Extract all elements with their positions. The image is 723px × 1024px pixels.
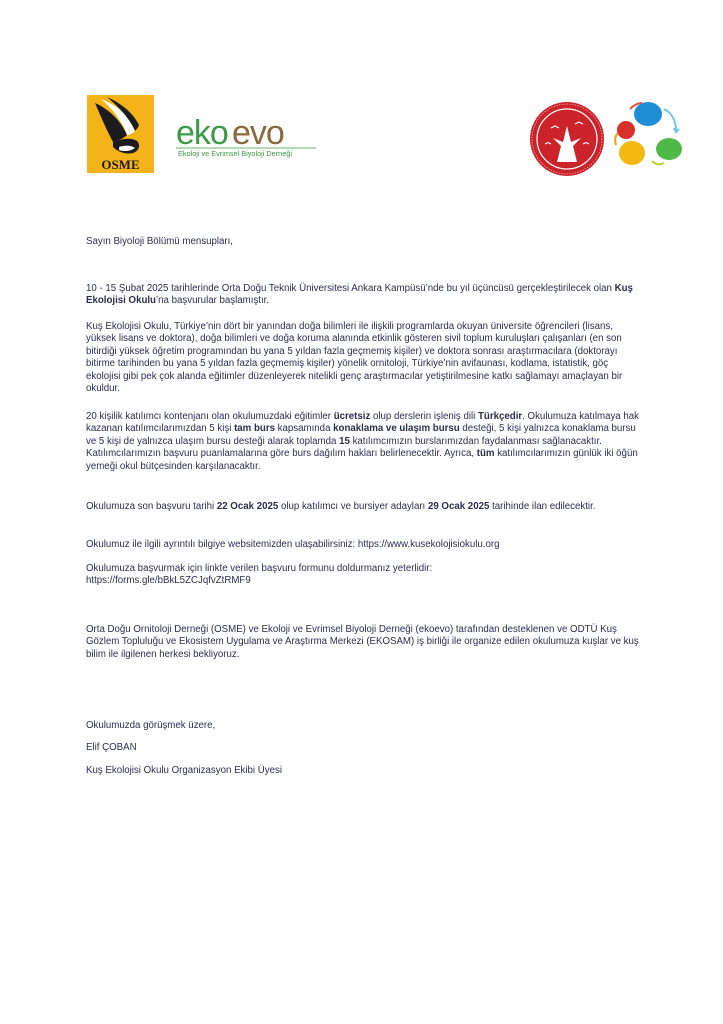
p4-text-a: Okulumuza son başvuru tarihi	[86, 501, 217, 512]
osme-logo	[87, 95, 154, 173]
paragraph-partners-text: Orta Doğu Ornitoloji Derneği (OSME) ve Ekoloji ve Evrimsel Biyoloji Derneği (ekoevo) tarafından desteklenen ve ODTÜ Kuş Gözlem Topluluğu ve Ekosistem Uygulama ve Araştırma Merkezi (EKOSAM) iş birliği ile organize edilen okulumuza kuşlar ve kuş bilim ile ilgilenen herkesi bekliyoruz.	[86, 624, 639, 660]
ekoevo-wordmark-icon	[172, 104, 322, 160]
signer-title: Kuş Ekolojisi Okulu Organizasyon Ekibi Üyesi	[86, 764, 282, 776]
paragraph-description	[86, 321, 641, 395]
p4-text-c: olup katılımcı ve bursiyer adayları	[278, 501, 428, 512]
ekoevo-logo	[172, 104, 322, 160]
website-link-text[interactable]: Okulumuz ile ilgili ayrıntılı bilgiye websitemizden ulaşabilirsiniz: https://www.kusekolojisiokulu.org	[86, 539, 500, 550]
odtu-kus-gozlem-seal-logo	[527, 100, 607, 178]
p3-text-g: kapsamında	[274, 423, 334, 435]
p1-text-a: 10 - 15 Şubat 2025 tarihlerinde Orta Doğu Teknik Üniversitesi Ankara Kampüsü’nde bu yıl üçüncüsü gerçekleştirilecek olan	[86, 283, 615, 294]
signer-name: Elif ÇOBAN	[86, 742, 137, 754]
ekoevo-logo-evo: evo	[232, 114, 284, 152]
p3-full-scholarship: tam burs	[234, 423, 275, 435]
ekoevo-logo-eko: eko	[176, 114, 228, 152]
signature-block	[86, 720, 641, 777]
salutation	[86, 236, 641, 248]
paragraph-scholarship-text	[86, 411, 641, 473]
paragraph-announcement	[86, 283, 641, 308]
p1-text-c: ’na başvurular başlamıştır.	[155, 295, 270, 307]
p3-text-i: desteği, 5 kişi yalnızca konaklama bursu ve 5 kişi de yalnızca ulaşım bursu desteği alarak toplamda	[86, 423, 636, 447]
p3-text-c: olup derslerin işleniş dili	[370, 411, 479, 422]
p4-deadline-date: 22 Ocak 2025	[216, 501, 279, 512]
paragraph-website	[86, 539, 641, 551]
p3-accommodation-transport: konaklama ve ulaşım bursu	[333, 423, 460, 435]
paragraph-application	[86, 563, 641, 588]
paragraph-deadlines-text	[86, 501, 641, 513]
p3-total-count: 15	[339, 435, 350, 447]
paragraph-announcement-text	[86, 283, 641, 308]
p3-text-e: . Okulumuza katılmaya hak kazanan katılımcılarımızdan 5 kişi	[86, 411, 640, 435]
p1-school-name: Kuş Ekolojisi Okulu	[86, 283, 633, 307]
ekoevo-logo-subtitle: Ekoloji ve Evrimsel Biyoloji Derneği	[178, 149, 292, 158]
paragraph-scholarship	[86, 411, 641, 473]
osme-bird-icon	[87, 95, 154, 173]
p3-free: ücretsiz	[333, 411, 371, 422]
osme-logo-label: OSME	[101, 157, 140, 172]
p3-text-k: katılımcımızın burslarımızdan faydalanması sağlanacaktır. Katılımcılarımızın başvuru puanlamalarına göre burs dağılım hakları belirlenecektir. Ayrıca,	[86, 435, 602, 460]
paragraph-description-text: Kuş Ekolojisi Okulu, Türkiye’nin dört bir yanından doğa bilimleri ile ilişkili programlarda okuyan üniversite öğrencileri (lisans, yüksek lisans ve doktora), doğa bilimleri ve doğa koruma alanında etkinlik gösteren sivil toplum kuruluşları çalışanları (en son bitirdiği yüksek öğretim programından bu yana 5 yıldan fazla geçmemiş kişiler) ve doktora sonrası araştırmacılara (doktorayı bitirme tarihinden bu yana 5 yıldan fazla geçmemiş kişiler) yönelik ornitoloji, Türkiye’nin avifaunası, kodlama, istatistik, göç ekolojisi gibi pek çok alanda eğitimler düzenleyerek nitelikli genç araştırmacılar yetiştirilmesine katkı sağlamayı amaçlayan bir okuldur.	[86, 321, 623, 395]
paragraph-deadlines	[86, 501, 641, 513]
bird-seal-icon	[527, 100, 607, 178]
ekosam-circles-logo	[612, 97, 687, 169]
paragraph-partners	[86, 624, 641, 661]
application-instruction: Okulumuza başvurmak için linkte verilen başvuru formunu doldurmanız yeterlidir:	[86, 563, 433, 574]
cycle-circles-icon	[612, 97, 687, 169]
p3-all: tüm	[476, 448, 495, 460]
salutation-text: Sayın Biyoloji Bölümü mensupları,	[86, 236, 233, 247]
p4-announce-date: 29 Ocak 2025	[427, 501, 490, 512]
p3-text-m: katılımcılarımızın günlük iki öğün yemeği okul bütçesinden karşılanacaktır.	[86, 448, 638, 472]
p3-language: Türkçedir	[478, 411, 523, 422]
p4-text-e: tarihinde ilan edilecektir.	[489, 501, 596, 512]
p3-text-a: 20 kişilik katılımcı kontenjanı olan okulumuzdaki eğitimler	[86, 411, 334, 422]
application-form-link[interactable]: https://forms.gle/bBkL5ZCJqfvZtRMF9	[86, 575, 251, 587]
closing-text: Okulumuzda görüşmek üzere,	[86, 720, 216, 731]
